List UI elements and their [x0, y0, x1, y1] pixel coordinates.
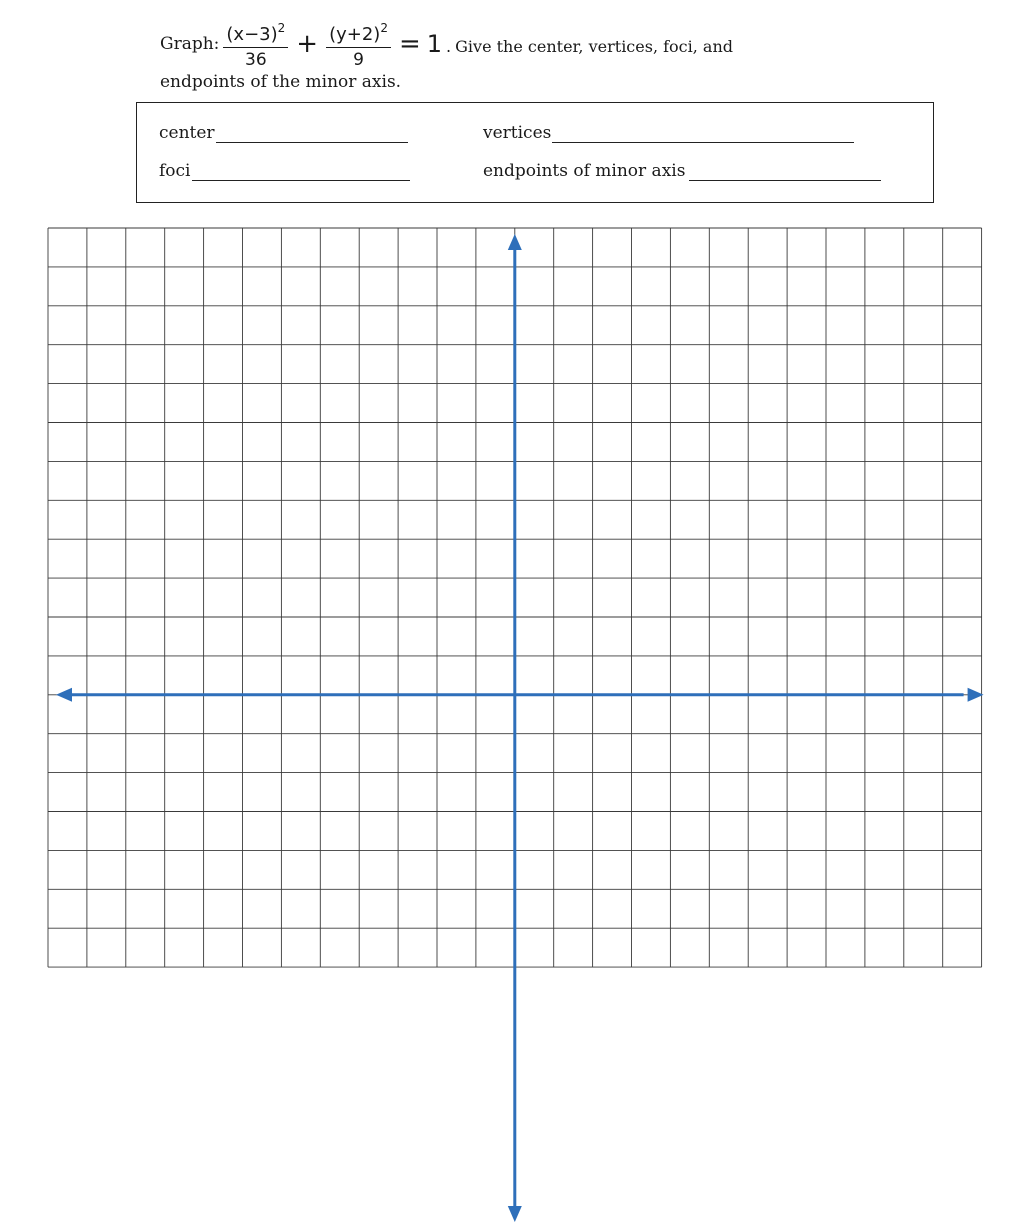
- minor-axis-label: endpoints of minor axis: [483, 161, 686, 181]
- fraction-x-numerator: $(x-3)^2$: [223, 18, 288, 48]
- fraction-x-denominator: 36: [245, 50, 267, 70]
- plus-sign: +: [296, 29, 319, 59]
- y-axis-down-arrow-icon: [508, 1206, 522, 1222]
- center-label: center: [159, 123, 215, 143]
- axes: [56, 234, 984, 1222]
- y-exponent: 2: [380, 21, 388, 35]
- x-axis-left-arrow-icon: [56, 688, 72, 702]
- fraction-y-denominator: 9: [353, 50, 364, 70]
- rhs-period: .: [446, 36, 452, 56]
- instruction-text: Give the center, vertices, foci, and: [455, 36, 734, 56]
- y-axis-up-arrow-icon: [508, 234, 522, 250]
- vertices-label: vertices: [483, 123, 552, 143]
- graph-label: Graph:: [160, 34, 220, 54]
- equals-sign: =: [398, 29, 421, 59]
- instruction-text-line2: endpoints of the minor axis.: [160, 72, 402, 92]
- equation-rhs: 1: [426, 30, 443, 58]
- foci-label: foci: [159, 161, 191, 181]
- fraction-y-numerator: $(y+2)^2$: [326, 18, 391, 48]
- x-exponent: 2: [277, 21, 286, 35]
